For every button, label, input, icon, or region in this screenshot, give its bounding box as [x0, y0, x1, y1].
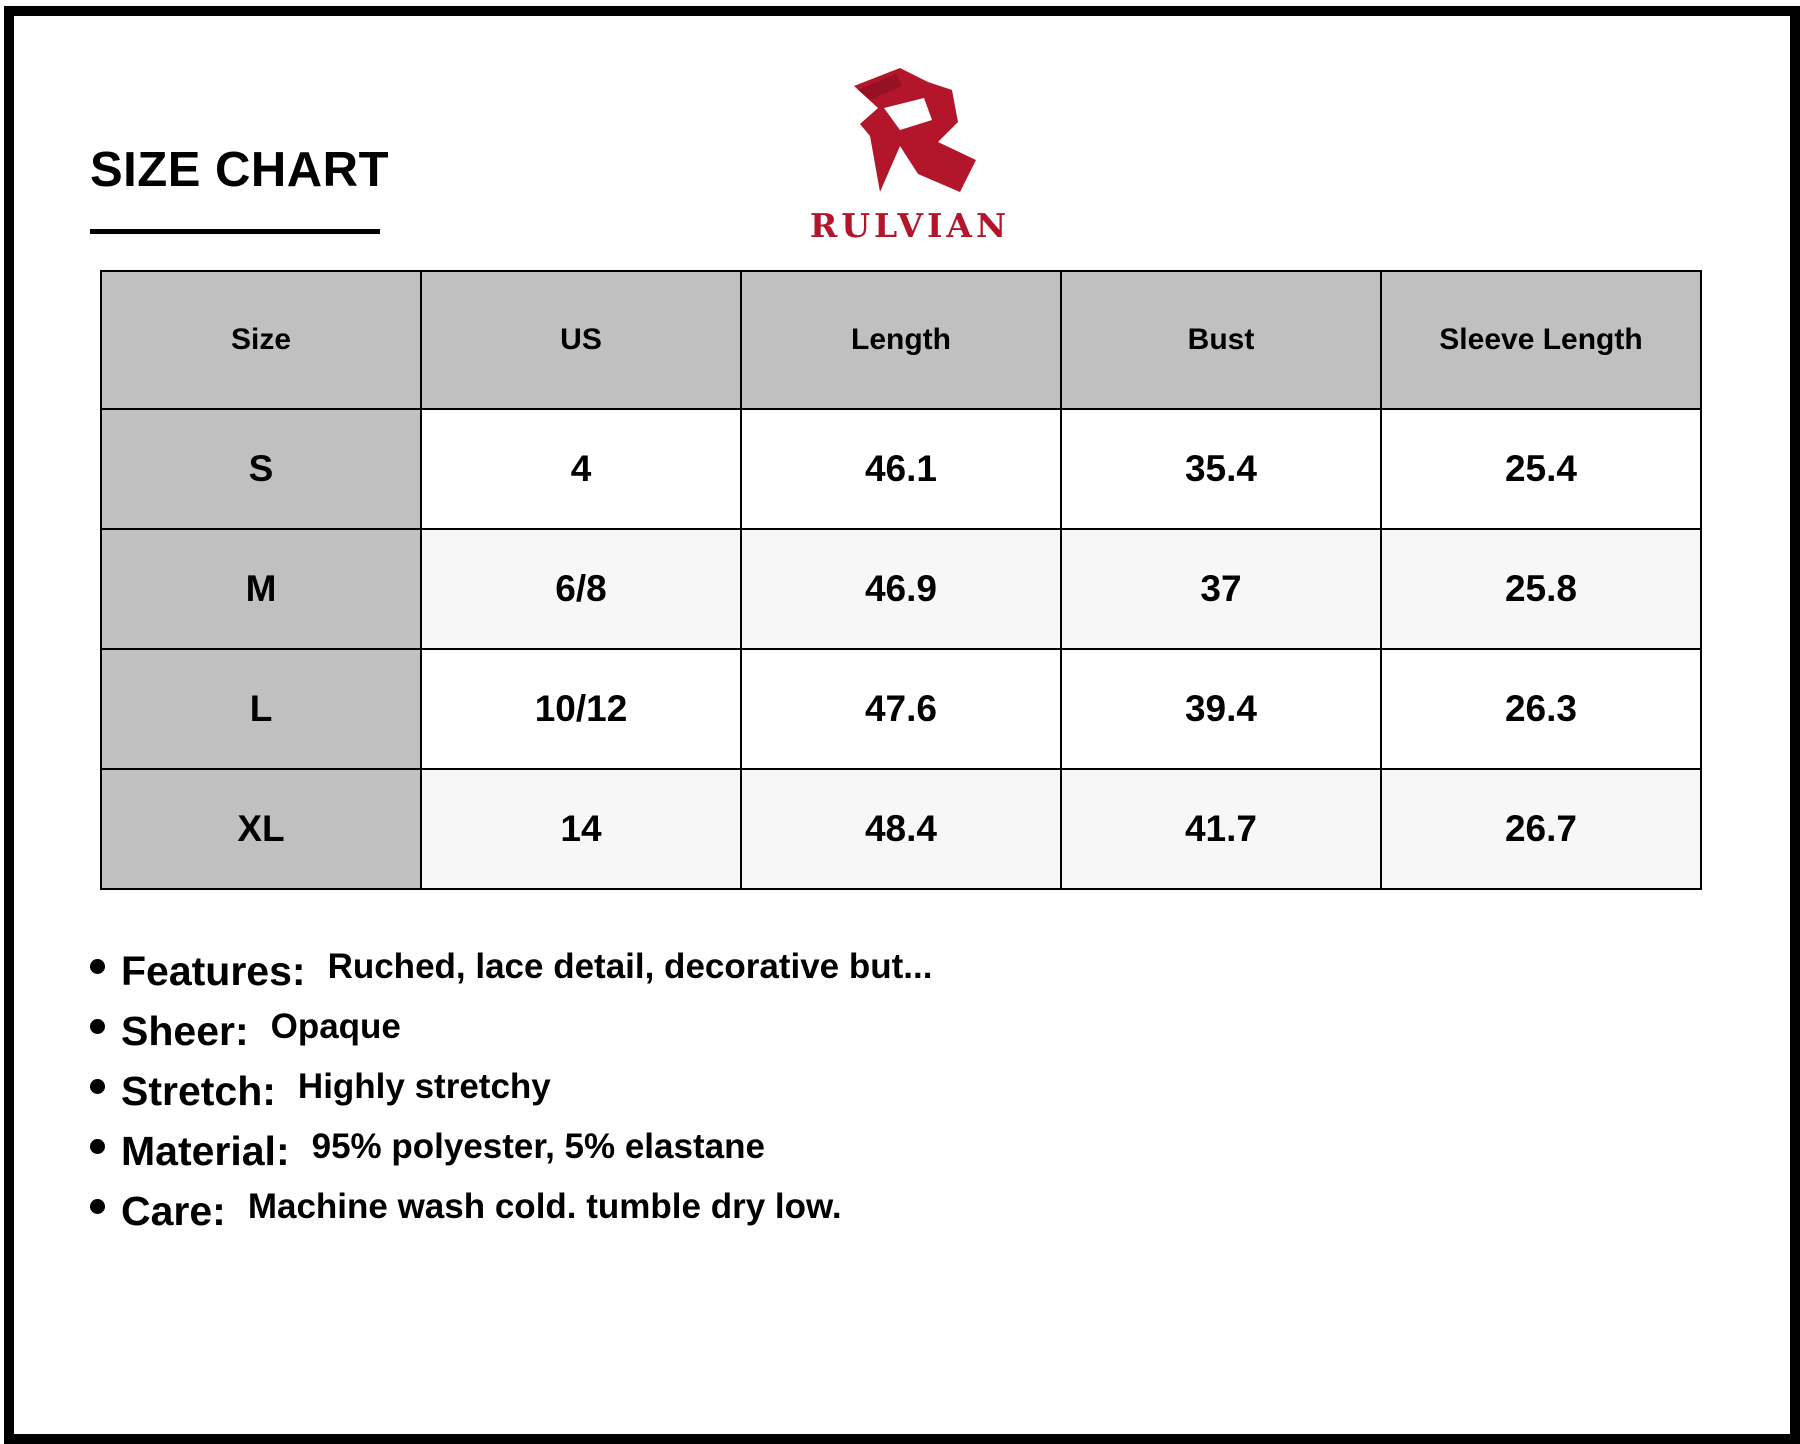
- table-row: [101, 529, 1701, 649]
- table-cell-size: XL: [101, 769, 421, 889]
- brand-r-icon: [840, 64, 980, 199]
- feature-label: Material:: [121, 1128, 290, 1174]
- list-item: [90, 1118, 1690, 1178]
- table-cell: 35.4: [1061, 409, 1381, 529]
- table-cell: 47.6: [741, 649, 1061, 769]
- table-cell: 25.4: [1381, 409, 1701, 529]
- bullet-icon: [90, 1139, 105, 1154]
- feature-value: Opaque: [270, 1007, 401, 1046]
- table-row: [101, 769, 1701, 889]
- page-title: SIZE CHART: [90, 143, 389, 197]
- feature-value: Ruched, lace detail, decorative but...: [327, 947, 933, 986]
- bullet-icon: [90, 1019, 105, 1034]
- brand-logo: [780, 64, 1040, 244]
- table-cell: 26.3: [1381, 649, 1701, 769]
- feature-label: Sheer:: [121, 1008, 249, 1054]
- feature-label: Care:: [121, 1188, 226, 1234]
- header-length: Length: [741, 271, 1061, 409]
- feature-label: Stretch:: [121, 1068, 276, 1114]
- bullet-icon: [90, 1199, 105, 1214]
- table-row: [101, 409, 1701, 529]
- table-cell-size: L: [101, 649, 421, 769]
- brand-name: RULVIAN: [809, 206, 1011, 245]
- table-cell: 48.4: [741, 769, 1061, 889]
- header-bust: Bust: [1061, 271, 1381, 409]
- table-cell: 6/8: [421, 529, 741, 649]
- table-cell: 14: [421, 769, 741, 889]
- header-size: Size: [101, 271, 421, 409]
- list-item: [90, 1178, 1690, 1238]
- table-cell: 39.4: [1061, 649, 1381, 769]
- title-underline: [90, 229, 380, 234]
- table-cell: 25.8: [1381, 529, 1701, 649]
- size-chart-table: [100, 270, 1702, 890]
- feature-value: Machine wash cold. tumble dry low.: [247, 1187, 842, 1226]
- feature-value: Highly stretchy: [297, 1067, 551, 1106]
- table-cell-size: S: [101, 409, 421, 529]
- bullet-icon: [90, 1079, 105, 1094]
- header-sleeve-length: Sleeve Length: [1381, 271, 1701, 409]
- feature-list: [90, 938, 1690, 1238]
- table-cell: 10/12: [421, 649, 741, 769]
- table-cell: 37: [1061, 529, 1381, 649]
- list-item: [90, 938, 1690, 998]
- feature-label: Features:: [121, 948, 306, 994]
- bullet-icon: [90, 959, 105, 974]
- table-cell: 46.1: [741, 409, 1061, 529]
- table-row: [101, 649, 1701, 769]
- table-cell: 46.9: [741, 529, 1061, 649]
- feature-value: 95% polyester, 5% elastane: [311, 1127, 765, 1166]
- table-cell: 4: [421, 409, 741, 529]
- table-header-row: [101, 271, 1701, 409]
- table-cell: 41.7: [1061, 769, 1381, 889]
- header-us: US: [421, 271, 741, 409]
- table-cell: 26.7: [1381, 769, 1701, 889]
- list-item: [90, 1058, 1690, 1118]
- list-item: [90, 998, 1690, 1058]
- table-cell-size: M: [101, 529, 421, 649]
